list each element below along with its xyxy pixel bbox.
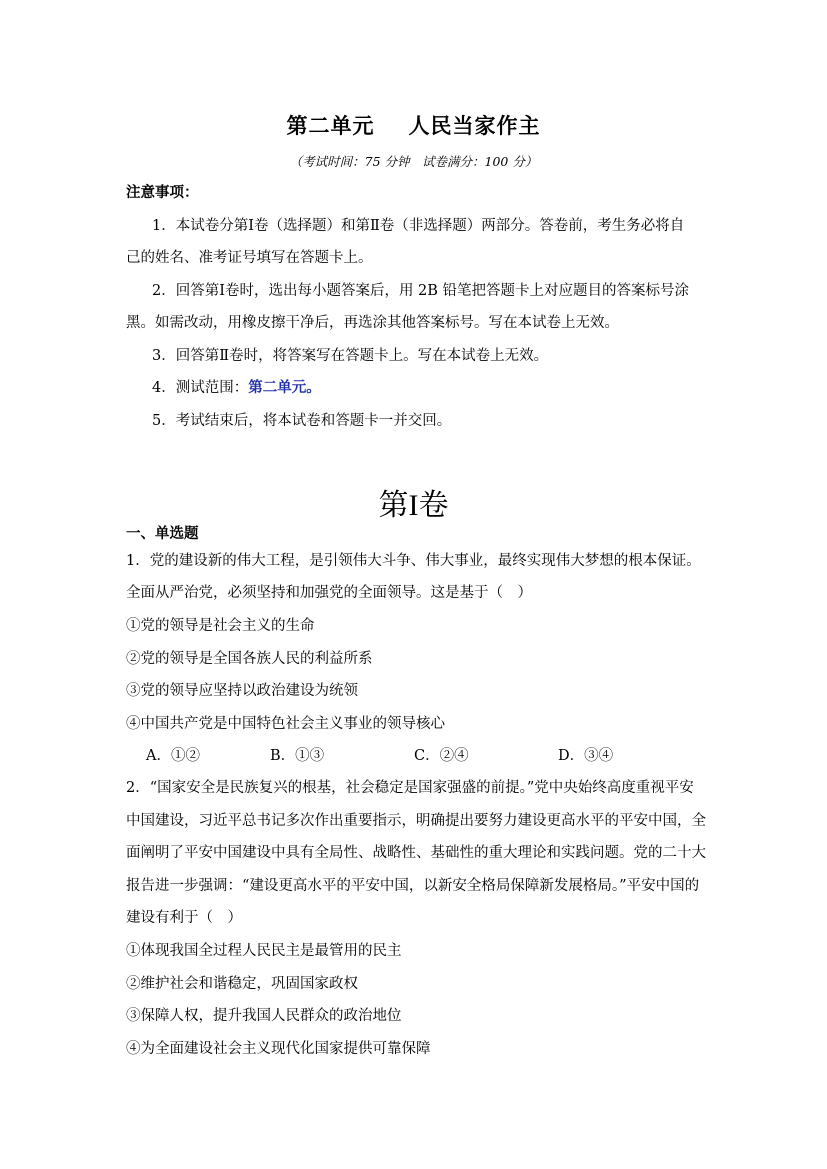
q1-statement-3: ③党的领导应坚持以政治建设为统领 bbox=[126, 683, 358, 699]
note-1-line-1: 1．本试卷分第Ⅰ卷（选择题）和第Ⅱ卷（非选择题）两部分。答卷前，考生务必将自 bbox=[152, 218, 685, 234]
q2-stem-line-4: 报告进一步强调：“建设更高水平的平安中国，以新安全格局保障新发展格局。”平安中国的 bbox=[126, 878, 700, 894]
note-3: 3．回答第Ⅱ卷时，将答案写在答题卡上。写在本试卷上无效。 bbox=[152, 348, 549, 364]
volume-title: 第I卷 bbox=[378, 489, 449, 522]
q2-statement-2: ②维护社会和谐稳定，巩固国家政权 bbox=[126, 976, 358, 992]
note-4 bbox=[152, 378, 321, 398]
q1-stem-line-1: 1．党的建设新的伟大工程，是引领伟大斗争、伟大事业，最终实现伟大梦想的根本保证。 bbox=[126, 553, 701, 569]
q1-option-a: A．①② bbox=[146, 748, 200, 764]
q2-statement-1: ①体现我国全过程人民民主是最管用的民主 bbox=[126, 943, 402, 959]
note-5: 5．考试结束后，将本试卷和答题卡一并交回。 bbox=[152, 413, 452, 429]
q1-statement-4: ④中国共产党是中国特色社会主义事业的领导核心 bbox=[126, 716, 445, 732]
q2-stem-line-5: 建设有利于（ ） bbox=[126, 910, 242, 926]
section-heading: 一、单选题 bbox=[126, 525, 199, 542]
q2-stem-line-2: 中国建设，习近平总书记多次作出重要指示，明确提出要努力建设更高水平的平安中国，全 bbox=[126, 813, 706, 829]
unit-number: 第二单元 bbox=[286, 113, 375, 138]
exam-info: （考试时间：75 分钟 试卷满分：100 分） bbox=[289, 154, 538, 169]
q1-stem-line-2: 全面从严治党，必须坚持和加强党的全面领导。这是基于（ ） bbox=[126, 585, 532, 601]
q1-option-b: B．①③ bbox=[270, 748, 325, 764]
note-2-line-2: 黑。如需改动，用橡皮擦干净后，再选涂其他答案标号。写在本试卷上无效。 bbox=[126, 315, 619, 331]
q2-statement-3: ③保障人权，提升我国人民群众的政治地位 bbox=[126, 1008, 402, 1024]
unit-title bbox=[0, 110, 827, 140]
q1-option-d: D．③④ bbox=[558, 748, 614, 764]
note-2-line-1: 2．回答第Ⅰ卷时，选出每小题答案后，用 2B 铅笔把答题卡上对应题目的答案标号涂 bbox=[152, 283, 690, 299]
test-scope: 第二单元。 bbox=[248, 379, 321, 396]
note-1-line-2: 己的姓名、准考证号填写在答题卡上。 bbox=[126, 250, 373, 266]
q2-stem-line-1: 2．“国家安全是民族复兴的根基，社会稳定是国家强盛的前提。”党中央始终高度重视平安 bbox=[126, 780, 694, 796]
unit-theme: 人民当家作主 bbox=[408, 113, 541, 138]
q1-option-c: C．②④ bbox=[414, 748, 469, 764]
q2-stem-line-3: 面阐明了平安中国建设中具有全局性、战略性、基础性的重大理论和实践问题。党的二十大 bbox=[126, 845, 706, 861]
q2-statement-4: ④为全面建设社会主义现代化国家提供可靠保障 bbox=[126, 1041, 431, 1057]
note-4-prefix: 4．测试范围： bbox=[152, 380, 249, 396]
q1-statement-2: ②党的领导是全国各族人民的利益所系 bbox=[126, 651, 373, 667]
notes-heading: 注意事项： bbox=[126, 184, 199, 201]
q1-statement-1: ①党的领导是社会主义的生命 bbox=[126, 618, 315, 634]
